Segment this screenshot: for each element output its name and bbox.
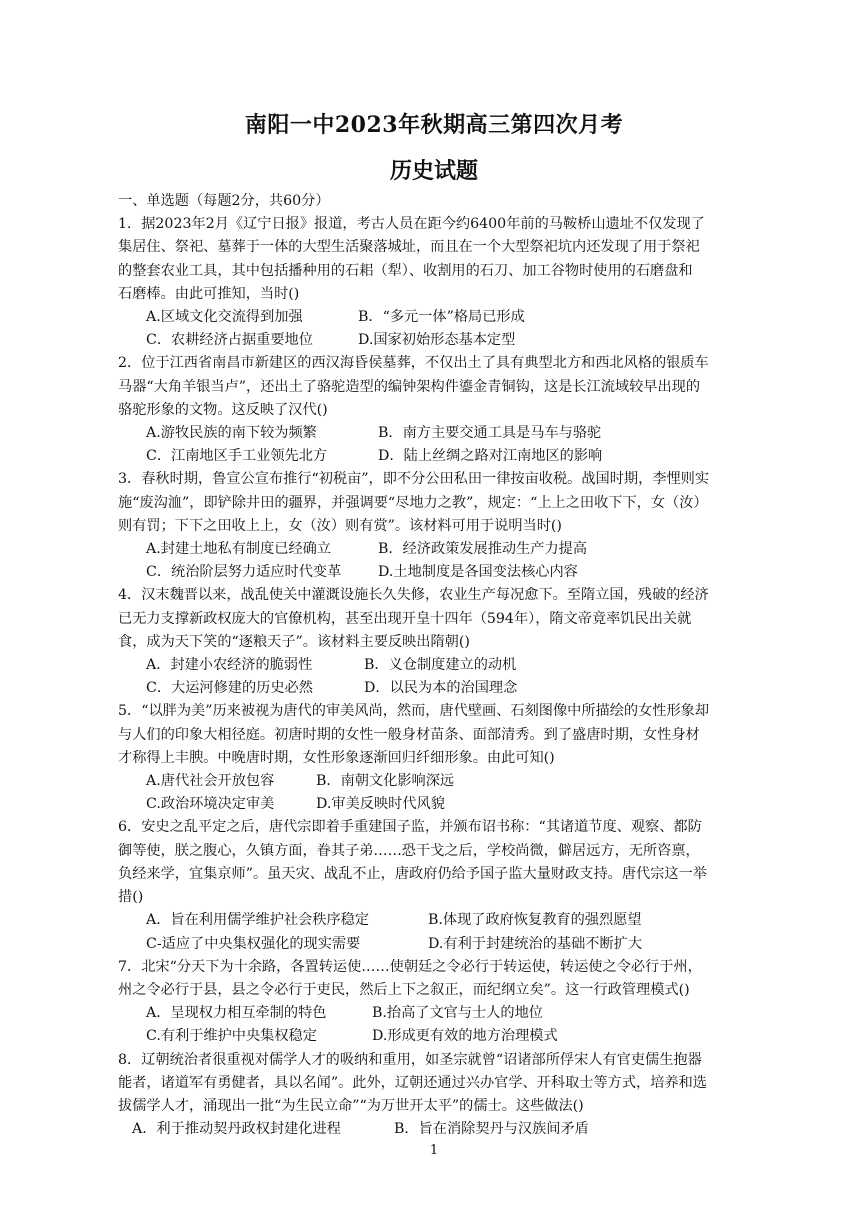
question-8: [118, 1049, 750, 1142]
question-text-line: 石磨棒。由此可推知，当时(): [118, 285, 300, 302]
option-row: [118, 445, 750, 468]
answer-option: A.封建土地私有制度已经确立: [146, 541, 332, 558]
question-text-line: 5．“以胖为美”历来被视为唐代的审美风尚，然而，唐代壁画、石刻图像中所描绘的女性形象却: [118, 703, 710, 720]
section-heading: 一、单选题（每题2分，共60分）: [118, 193, 330, 209]
option-row: [118, 909, 750, 932]
answer-option: B．南朝文化影响深远: [316, 773, 455, 790]
question-text-line: 的整套农业工具，其中包括播种用的石耜（犁）、收割用的石刀、加工谷物时使用的石磨盘和: [118, 262, 693, 279]
answer-option: B．南方主要交通工具是马车与骆驼: [378, 425, 602, 442]
option-row: [118, 793, 750, 816]
answer-option: A．呈现权力相互牵制的特色: [146, 1005, 327, 1022]
option-row: [118, 1002, 750, 1025]
answer-option: D．以民为本的治国理念: [364, 680, 518, 697]
question-text-line: 2．位于江西省南昌市新建区的西汉海昏侯墓葬，不仅出土了具有典型北方和西北风格的银质车: [118, 355, 709, 372]
option-row: [118, 306, 750, 329]
question-text-line: 集居住、祭祀、墓葬于一体的大型生活聚落城址，而且在一个大型祭祀坑内还发现了用于祭祀: [118, 239, 700, 256]
question-text-line: 施“废沟洫”，即铲除井田的疆界，并强调要“尽地力之教”，规定：“上上之田收下下，女（汝）: [118, 494, 708, 511]
answer-option: A．封建小农经济的脆弱性: [146, 657, 313, 674]
answer-option: A．利于推动契丹政权封建化进程: [132, 1121, 341, 1138]
answer-option: C．农耕经济占据重要地位: [146, 332, 313, 349]
option-row: [118, 538, 750, 561]
option-row: [118, 561, 750, 584]
answer-option: C.有利于维护中央集权稳定: [146, 1028, 317, 1045]
question-text-line: 8．辽朝统治者很重视对儒学人才的吸纳和重用，如圣宗就曾“诏诸部所俘宋人有官吏儒生抱器: [118, 1051, 702, 1068]
question-6: [118, 816, 750, 955]
question-text-line: 措(): [118, 889, 144, 906]
question-1: [118, 213, 750, 352]
question-text-line: 负经来学，宜集京师”。虽天灾、战乱不止，唐政府仍给予国子监大量财政支持。唐代宗这一举: [118, 865, 707, 882]
question-3: [118, 468, 750, 584]
question-text-line: 1．据2023年2月《辽宁日报》报道，考古人员在距今约6400年前的马鞍桥山遗址不仅发现了: [118, 216, 705, 233]
answer-option: B.体现了政府恢复教育的强烈愿望: [428, 912, 642, 929]
option-row: [118, 933, 750, 956]
question-text-line: 3．春秋时期，鲁宣公宣布推行“初税亩”，即不分公田私田一律按亩收税。战国时期，李悝则实: [118, 471, 710, 488]
answer-option: B．旨在消除契丹与汉族间矛盾: [394, 1121, 589, 1138]
question-text-line: 州之令必行于县，县之令必行于吏民，然后上下之叙正，而纪纲立矣”。这一行政管理模式(): [118, 981, 690, 998]
question-text-line: 骆驼形象的文物。这反映了汉代(): [118, 401, 328, 418]
answer-option: C．江南地区手工业领先北方: [146, 448, 328, 465]
answer-option: D.土地制度是各国变法核心内容: [378, 564, 578, 581]
question-text-line: 拔儒学人才，涌现出一批“为生民立命”“为万世开太平”的儒士。这些做法(): [118, 1097, 584, 1114]
exam-subtitle: 历史试题: [389, 158, 478, 184]
answer-option: B．“多元一体”格局已形成: [358, 309, 525, 326]
option-row: [118, 677, 750, 700]
option-row: [118, 422, 750, 445]
question-text-line: 4．汉末魏晋以来，战乱使关中灌溉设施长久失修，农业生产每况愈下。至隋立国，残破的经济: [118, 587, 709, 604]
answer-option: C．统治阶层努力适应时代变革: [146, 564, 342, 581]
question-text-line: 7．北宋“分天下为十余路，各置转运使……使朝廷之令必行于转运使，转运使之令必行于州，: [118, 958, 702, 975]
answer-option: A．旨在利用儒学维护社会秩序稳定: [146, 912, 370, 929]
question-4: [118, 584, 750, 700]
question-text-line: 马器“大角羊银当卢”，还出土了骆驼造型的编钟架构件鎏金青铜钩，这是长江流域较早出现的: [118, 378, 701, 395]
page-number: 1: [429, 1143, 439, 1158]
question-5: [118, 700, 750, 816]
option-row: [118, 770, 750, 793]
exam-title: 南阳一中2023年秋期高三第四次月考: [244, 112, 624, 138]
option-row: [118, 1118, 750, 1141]
question-text-line: 与人们的印象大相径庭。初唐时期的女性一般身材苗条、面部清秀。到了盛唐时期，女性身材: [118, 726, 700, 743]
answer-option: B．义仓制度建立的动机: [364, 657, 517, 674]
question-2: [118, 352, 750, 468]
question-text-line: 御等使，朕之腹心，久镇方面，眷其子弟……恐干戈之后，学校尚微，僻居远方，无所咨禀，: [118, 842, 700, 859]
question-text-line: 才称得上丰腴。中晚唐时期，女性形象逐渐回归纤细形象。由此可知(): [118, 749, 555, 766]
question-body: [118, 190, 750, 1141]
answer-option: D.国家初始形态基本定型: [358, 332, 516, 349]
answer-option: D.形成更有效的地方治理模式: [372, 1028, 558, 1045]
answer-option: B．经济政策发展推动生产力提高: [378, 541, 588, 558]
answer-option: A.游牧民族的南下较为频繁: [146, 425, 317, 442]
answer-option: D．陆上丝绸之路对江南地区的影响: [378, 448, 603, 465]
answer-option: D.审美反映时代风貌: [316, 796, 445, 813]
question-7: [118, 956, 750, 1049]
question-text-line: 则有罚；下下之田收上上，女（汝）则有赏”。该材料可用于说明当时(): [118, 517, 562, 534]
question-text-line: 已无力支撑新政权庞大的官僚机构，甚至出现开皇十四年（594年），隋文帝竟率饥民出关就: [118, 610, 692, 627]
question-text-line: 能者，诸道军有勇健者，具以名闻”。此外，辽朝还通过兴办官学、开科取士等方式，培养和选: [118, 1074, 707, 1091]
answer-option: A.唐代社会开放包容: [146, 773, 275, 790]
answer-option: B.抬高了文官与士人的地位: [372, 1005, 543, 1022]
option-row: [118, 1025, 750, 1048]
question-text-line: 食，成为天下笑的“逐粮天子”。该材料主要反映出隋朝(): [118, 633, 470, 650]
answer-option: C-适应了中央集权强化的现实需要: [146, 935, 361, 952]
question-text-line: 6．安史之乱平定之后，唐代宗即着手重建国子监，并颁布诏书称：“其诸道节度、观察、都防: [118, 819, 702, 836]
answer-option: C．大运河修建的历史必然: [146, 680, 313, 697]
option-row: [118, 654, 750, 677]
answer-option: C.政治环境决定审美: [146, 796, 275, 813]
answer-option: D.有利于封建统治的基础不断扩大: [428, 935, 643, 952]
option-row: [118, 329, 750, 352]
answer-option: A.区域文化交流得到加强: [146, 309, 303, 326]
